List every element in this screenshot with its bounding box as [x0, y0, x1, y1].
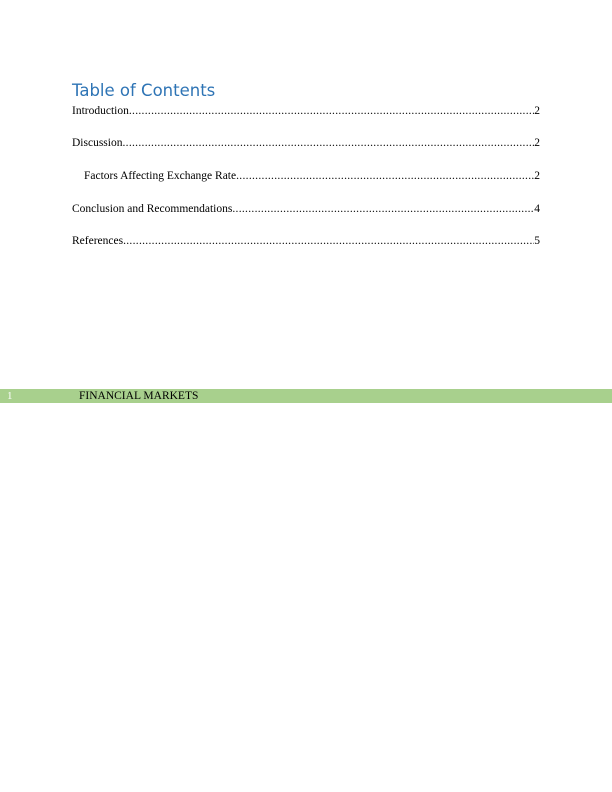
toc-dot-leader	[129, 104, 534, 118]
toc-entry-page: 2	[534, 170, 540, 182]
toc-dot-leader	[232, 202, 534, 216]
page-header-bar	[0, 389, 612, 403]
toc-entry-page: 2	[534, 105, 540, 117]
running-head: FINANCIAL MARKETS	[79, 390, 199, 402]
toc-dot-leader	[236, 169, 534, 183]
toc-entry-label: Discussion	[72, 137, 123, 149]
toc-entry-label: Introduction	[72, 105, 129, 117]
toc-entry-page: 4	[534, 203, 540, 215]
toc-title: Table of Contents	[72, 81, 216, 100]
toc-entry-conclusion-and-recommendations[interactable]	[72, 202, 540, 216]
toc-entry-discussion[interactable]	[72, 136, 540, 150]
toc-dot-leader	[122, 136, 534, 150]
toc-entry-label: Conclusion and Recommendations	[72, 203, 233, 215]
toc-entry-references[interactable]	[72, 234, 540, 248]
toc-entry-label: Factors Affecting Exchange Rate	[84, 170, 237, 182]
toc-entry-factors-affecting-exchange-rate[interactable]	[84, 169, 540, 183]
toc-dot-leader	[123, 234, 534, 248]
page-number: 1	[7, 390, 13, 402]
toc-entry-introduction[interactable]	[72, 104, 540, 118]
toc-entry-label: References	[72, 235, 124, 247]
toc-entry-page: 2	[534, 137, 540, 149]
toc-entry-page: 5	[534, 235, 540, 247]
